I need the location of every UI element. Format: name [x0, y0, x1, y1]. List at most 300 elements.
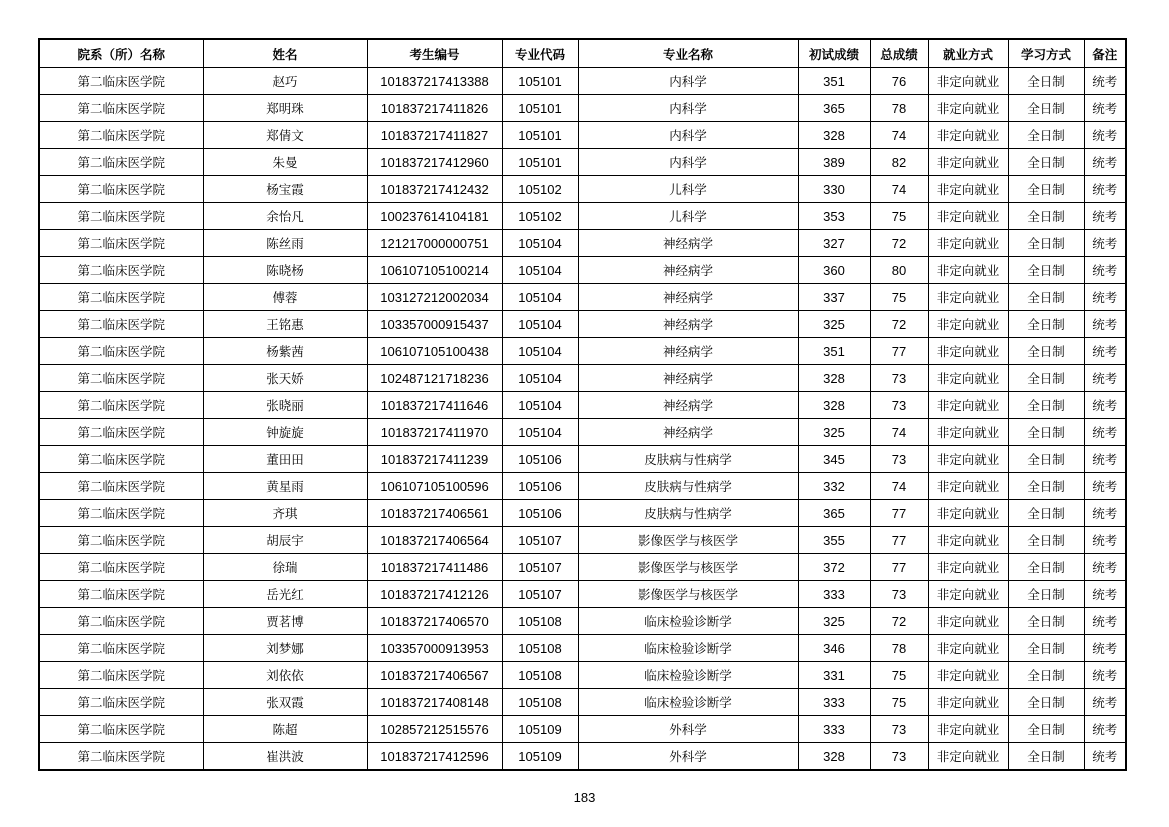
- cell-study-mode: 全日制: [1008, 230, 1084, 257]
- cell-employment-type: 非定向就业: [928, 527, 1008, 554]
- cell-study-mode: 全日制: [1008, 419, 1084, 446]
- table-row: [39, 716, 1126, 743]
- cell-major-code: 105102: [502, 203, 578, 230]
- table-body: [39, 68, 1126, 771]
- cell-major-name: 外科学: [578, 716, 798, 743]
- cell-candidate-id: 106107105100596: [367, 473, 502, 500]
- cell-department: 第二临床医学院: [39, 635, 203, 662]
- cell-study-mode: 全日制: [1008, 716, 1084, 743]
- cell-department: 第二临床医学院: [39, 230, 203, 257]
- cell-major-name: 影像医学与核医学: [578, 581, 798, 608]
- cell-total-score: 75: [870, 689, 928, 716]
- cell-study-mode: 全日制: [1008, 527, 1084, 554]
- cell-major-code: 105109: [502, 743, 578, 771]
- cell-major-name: 神经病学: [578, 419, 798, 446]
- cell-preliminary-score: 330: [798, 176, 870, 203]
- cell-major-code: 105101: [502, 95, 578, 122]
- cell-major-name: 临床检验诊断学: [578, 662, 798, 689]
- cell-department: 第二临床医学院: [39, 338, 203, 365]
- cell-department: 第二临床医学院: [39, 365, 203, 392]
- cell-study-mode: 全日制: [1008, 311, 1084, 338]
- column-header-candidate-id: 考生编号: [367, 39, 502, 68]
- table-row: [39, 230, 1126, 257]
- cell-department: 第二临床医学院: [39, 95, 203, 122]
- cell-total-score: 77: [870, 554, 928, 581]
- cell-candidate-id: 101837217411970: [367, 419, 502, 446]
- cell-preliminary-score: 365: [798, 500, 870, 527]
- cell-candidate-id: 101837217411646: [367, 392, 502, 419]
- cell-major-name: 影像医学与核医学: [578, 554, 798, 581]
- cell-study-mode: 全日制: [1008, 392, 1084, 419]
- cell-remark: 统考: [1084, 419, 1126, 446]
- cell-study-mode: 全日制: [1008, 662, 1084, 689]
- column-header-total-score: 总成绩: [870, 39, 928, 68]
- cell-employment-type: 非定向就业: [928, 473, 1008, 500]
- cell-major-name: 临床检验诊断学: [578, 689, 798, 716]
- cell-study-mode: 全日制: [1008, 338, 1084, 365]
- cell-preliminary-score: 333: [798, 716, 870, 743]
- cell-remark: 统考: [1084, 203, 1126, 230]
- cell-name: 郑倩文: [203, 122, 367, 149]
- cell-name: 张晓丽: [203, 392, 367, 419]
- cell-remark: 统考: [1084, 176, 1126, 203]
- cell-remark: 统考: [1084, 473, 1126, 500]
- cell-total-score: 77: [870, 338, 928, 365]
- cell-study-mode: 全日制: [1008, 122, 1084, 149]
- cell-employment-type: 非定向就业: [928, 338, 1008, 365]
- cell-total-score: 73: [870, 716, 928, 743]
- cell-employment-type: 非定向就业: [928, 176, 1008, 203]
- cell-candidate-id: 101837217408148: [367, 689, 502, 716]
- cell-study-mode: 全日制: [1008, 635, 1084, 662]
- cell-department: 第二临床医学院: [39, 257, 203, 284]
- cell-department: 第二临床医学院: [39, 122, 203, 149]
- cell-study-mode: 全日制: [1008, 257, 1084, 284]
- cell-employment-type: 非定向就业: [928, 284, 1008, 311]
- table-row: [39, 473, 1126, 500]
- cell-major-code: 105104: [502, 284, 578, 311]
- cell-department: 第二临床医学院: [39, 149, 203, 176]
- cell-candidate-id: 101837217412432: [367, 176, 502, 203]
- table-row: [39, 257, 1126, 284]
- cell-major-code: 105107: [502, 527, 578, 554]
- cell-total-score: 72: [870, 608, 928, 635]
- table-row: [39, 311, 1126, 338]
- cell-department: 第二临床医学院: [39, 554, 203, 581]
- column-header-major-code: 专业代码: [502, 39, 578, 68]
- cell-remark: 统考: [1084, 392, 1126, 419]
- cell-total-score: 73: [870, 365, 928, 392]
- cell-remark: 统考: [1084, 635, 1126, 662]
- column-header-preliminary-score: 初试成绩: [798, 39, 870, 68]
- cell-name: 杨宝霞: [203, 176, 367, 203]
- cell-candidate-id: 101837217413388: [367, 68, 502, 95]
- cell-employment-type: 非定向就业: [928, 419, 1008, 446]
- table-row: [39, 419, 1126, 446]
- cell-remark: 统考: [1084, 554, 1126, 581]
- cell-major-code: 105107: [502, 581, 578, 608]
- table-row: [39, 689, 1126, 716]
- cell-name: 齐琪: [203, 500, 367, 527]
- cell-remark: 统考: [1084, 68, 1126, 95]
- cell-department: 第二临床医学院: [39, 203, 203, 230]
- cell-preliminary-score: 325: [798, 311, 870, 338]
- table-row: [39, 527, 1126, 554]
- cell-major-name: 神经病学: [578, 284, 798, 311]
- cell-name: 赵巧: [203, 68, 367, 95]
- table-row: [39, 149, 1126, 176]
- cell-major-code: 105108: [502, 608, 578, 635]
- cell-study-mode: 全日制: [1008, 743, 1084, 771]
- cell-preliminary-score: 325: [798, 608, 870, 635]
- cell-employment-type: 非定向就业: [928, 608, 1008, 635]
- cell-candidate-id: 101837217406570: [367, 608, 502, 635]
- cell-employment-type: 非定向就业: [928, 230, 1008, 257]
- cell-preliminary-score: 333: [798, 689, 870, 716]
- cell-total-score: 73: [870, 446, 928, 473]
- cell-total-score: 72: [870, 230, 928, 257]
- cell-employment-type: 非定向就业: [928, 122, 1008, 149]
- cell-name: 刘依依: [203, 662, 367, 689]
- cell-candidate-id: 101837217406567: [367, 662, 502, 689]
- cell-major-name: 儿科学: [578, 176, 798, 203]
- cell-candidate-id: 101837217412126: [367, 581, 502, 608]
- cell-remark: 统考: [1084, 716, 1126, 743]
- cell-name: 张双霞: [203, 689, 367, 716]
- cell-employment-type: 非定向就业: [928, 689, 1008, 716]
- cell-total-score: 75: [870, 284, 928, 311]
- cell-remark: 统考: [1084, 149, 1126, 176]
- cell-major-code: 105104: [502, 392, 578, 419]
- cell-name: 徐瑞: [203, 554, 367, 581]
- cell-total-score: 73: [870, 392, 928, 419]
- cell-name: 黄星雨: [203, 473, 367, 500]
- cell-major-name: 神经病学: [578, 365, 798, 392]
- cell-department: 第二临床医学院: [39, 689, 203, 716]
- table-row: [39, 743, 1126, 771]
- table-row: [39, 122, 1126, 149]
- cell-name: 郑明珠: [203, 95, 367, 122]
- cell-remark: 统考: [1084, 527, 1126, 554]
- cell-employment-type: 非定向就业: [928, 446, 1008, 473]
- cell-department: 第二临床医学院: [39, 473, 203, 500]
- cell-candidate-id: 100237614104181: [367, 203, 502, 230]
- cell-study-mode: 全日制: [1008, 608, 1084, 635]
- cell-employment-type: 非定向就业: [928, 203, 1008, 230]
- cell-candidate-id: 106107105100214: [367, 257, 502, 284]
- cell-department: 第二临床医学院: [39, 500, 203, 527]
- cell-remark: 统考: [1084, 446, 1126, 473]
- cell-major-name: 内科学: [578, 149, 798, 176]
- cell-remark: 统考: [1084, 689, 1126, 716]
- cell-total-score: 77: [870, 527, 928, 554]
- table-row: [39, 176, 1126, 203]
- cell-department: 第二临床医学院: [39, 446, 203, 473]
- cell-preliminary-score: 345: [798, 446, 870, 473]
- cell-employment-type: 非定向就业: [928, 311, 1008, 338]
- cell-major-name: 内科学: [578, 122, 798, 149]
- cell-candidate-id: 101837217406561: [367, 500, 502, 527]
- cell-remark: 统考: [1084, 95, 1126, 122]
- cell-preliminary-score: 355: [798, 527, 870, 554]
- cell-study-mode: 全日制: [1008, 365, 1084, 392]
- cell-name: 陈晓杨: [203, 257, 367, 284]
- cell-study-mode: 全日制: [1008, 95, 1084, 122]
- cell-candidate-id: 101837217411486: [367, 554, 502, 581]
- table-row: [39, 581, 1126, 608]
- cell-employment-type: 非定向就业: [928, 365, 1008, 392]
- cell-study-mode: 全日制: [1008, 689, 1084, 716]
- table-header: [39, 39, 1126, 68]
- cell-department: 第二临床医学院: [39, 176, 203, 203]
- page-number: 183: [573, 790, 596, 805]
- cell-remark: 统考: [1084, 122, 1126, 149]
- cell-remark: 统考: [1084, 365, 1126, 392]
- cell-preliminary-score: 346: [798, 635, 870, 662]
- admission-table-container: [38, 38, 1125, 771]
- cell-total-score: 80: [870, 257, 928, 284]
- cell-department: 第二临床医学院: [39, 716, 203, 743]
- cell-department: 第二临床医学院: [39, 392, 203, 419]
- cell-name: 陈超: [203, 716, 367, 743]
- cell-preliminary-score: 333: [798, 581, 870, 608]
- table-row: [39, 365, 1126, 392]
- cell-department: 第二临床医学院: [39, 527, 203, 554]
- cell-candidate-id: 103357000915437: [367, 311, 502, 338]
- cell-employment-type: 非定向就业: [928, 500, 1008, 527]
- cell-preliminary-score: 353: [798, 203, 870, 230]
- cell-remark: 统考: [1084, 608, 1126, 635]
- cell-total-score: 78: [870, 95, 928, 122]
- cell-study-mode: 全日制: [1008, 473, 1084, 500]
- cell-preliminary-score: 328: [798, 392, 870, 419]
- table-row: [39, 95, 1126, 122]
- cell-remark: 统考: [1084, 230, 1126, 257]
- cell-candidate-id: 103357000913953: [367, 635, 502, 662]
- cell-name: 刘梦娜: [203, 635, 367, 662]
- cell-preliminary-score: 365: [798, 95, 870, 122]
- cell-employment-type: 非定向就业: [928, 581, 1008, 608]
- cell-department: 第二临床医学院: [39, 284, 203, 311]
- cell-remark: 统考: [1084, 311, 1126, 338]
- cell-department: 第二临床医学院: [39, 743, 203, 771]
- cell-preliminary-score: 351: [798, 68, 870, 95]
- cell-total-score: 77: [870, 500, 928, 527]
- cell-employment-type: 非定向就业: [928, 95, 1008, 122]
- cell-employment-type: 非定向就业: [928, 743, 1008, 771]
- cell-department: 第二临床医学院: [39, 311, 203, 338]
- cell-study-mode: 全日制: [1008, 581, 1084, 608]
- column-header-study-mode: 学习方式: [1008, 39, 1084, 68]
- cell-preliminary-score: 389: [798, 149, 870, 176]
- cell-total-score: 76: [870, 68, 928, 95]
- column-header-major-name: 专业名称: [578, 39, 798, 68]
- cell-name: 杨紫茜: [203, 338, 367, 365]
- cell-study-mode: 全日制: [1008, 203, 1084, 230]
- cell-preliminary-score: 328: [798, 122, 870, 149]
- cell-remark: 统考: [1084, 338, 1126, 365]
- table-row: [39, 608, 1126, 635]
- table-row: [39, 284, 1126, 311]
- cell-preliminary-score: 328: [798, 743, 870, 771]
- cell-candidate-id: 102487121718236: [367, 365, 502, 392]
- cell-name: 岳光红: [203, 581, 367, 608]
- cell-major-name: 临床检验诊断学: [578, 635, 798, 662]
- cell-remark: 统考: [1084, 500, 1126, 527]
- cell-candidate-id: 101837217412960: [367, 149, 502, 176]
- cell-candidate-id: 101837217412596: [367, 743, 502, 771]
- cell-major-code: 105104: [502, 257, 578, 284]
- cell-preliminary-score: 351: [798, 338, 870, 365]
- cell-major-code: 105108: [502, 662, 578, 689]
- cell-employment-type: 非定向就业: [928, 149, 1008, 176]
- cell-major-code: 105104: [502, 419, 578, 446]
- cell-major-code: 105106: [502, 500, 578, 527]
- table-row: [39, 338, 1126, 365]
- cell-major-code: 105108: [502, 635, 578, 662]
- cell-major-name: 神经病学: [578, 230, 798, 257]
- cell-major-name: 儿科学: [578, 203, 798, 230]
- cell-employment-type: 非定向就业: [928, 68, 1008, 95]
- cell-name: 董田田: [203, 446, 367, 473]
- cell-employment-type: 非定向就业: [928, 716, 1008, 743]
- table-row: [39, 500, 1126, 527]
- admission-table: [38, 38, 1127, 771]
- cell-preliminary-score: 337: [798, 284, 870, 311]
- cell-major-code: 105101: [502, 68, 578, 95]
- cell-total-score: 78: [870, 635, 928, 662]
- cell-study-mode: 全日制: [1008, 149, 1084, 176]
- cell-department: 第二临床医学院: [39, 419, 203, 446]
- cell-major-name: 内科学: [578, 95, 798, 122]
- cell-name: 王铭惠: [203, 311, 367, 338]
- cell-preliminary-score: 360: [798, 257, 870, 284]
- cell-major-code: 105106: [502, 446, 578, 473]
- cell-study-mode: 全日制: [1008, 446, 1084, 473]
- cell-total-score: 73: [870, 743, 928, 771]
- cell-preliminary-score: 372: [798, 554, 870, 581]
- cell-name: 张天娇: [203, 365, 367, 392]
- cell-department: 第二临床医学院: [39, 662, 203, 689]
- cell-total-score: 72: [870, 311, 928, 338]
- cell-employment-type: 非定向就业: [928, 554, 1008, 581]
- cell-preliminary-score: 325: [798, 419, 870, 446]
- cell-total-score: 74: [870, 473, 928, 500]
- cell-name: 崔洪波: [203, 743, 367, 771]
- column-header-remark: 备注: [1084, 39, 1126, 68]
- table-row: [39, 203, 1126, 230]
- cell-preliminary-score: 331: [798, 662, 870, 689]
- cell-major-name: 皮肤病与性病学: [578, 500, 798, 527]
- cell-name: 余怡凡: [203, 203, 367, 230]
- cell-remark: 统考: [1084, 743, 1126, 771]
- cell-major-code: 105104: [502, 230, 578, 257]
- cell-candidate-id: 101837217411239: [367, 446, 502, 473]
- cell-name: 傅蓉: [203, 284, 367, 311]
- cell-major-code: 105104: [502, 365, 578, 392]
- column-header-department: 院系（所）名称: [39, 39, 203, 68]
- table-row: [39, 554, 1126, 581]
- cell-major-name: 神经病学: [578, 338, 798, 365]
- cell-total-score: 75: [870, 203, 928, 230]
- table-row: [39, 446, 1126, 473]
- cell-department: 第二临床医学院: [39, 68, 203, 95]
- cell-name: 胡辰宇: [203, 527, 367, 554]
- cell-study-mode: 全日制: [1008, 284, 1084, 311]
- cell-preliminary-score: 327: [798, 230, 870, 257]
- cell-study-mode: 全日制: [1008, 500, 1084, 527]
- cell-name: 陈丝雨: [203, 230, 367, 257]
- table-row: [39, 635, 1126, 662]
- cell-major-code: 105104: [502, 338, 578, 365]
- cell-major-code: 105107: [502, 554, 578, 581]
- cell-major-name: 临床检验诊断学: [578, 608, 798, 635]
- cell-study-mode: 全日制: [1008, 554, 1084, 581]
- cell-name: 朱曼: [203, 149, 367, 176]
- cell-department: 第二临床医学院: [39, 608, 203, 635]
- cell-major-name: 影像医学与核医学: [578, 527, 798, 554]
- cell-major-name: 神经病学: [578, 311, 798, 338]
- cell-major-name: 皮肤病与性病学: [578, 446, 798, 473]
- cell-remark: 统考: [1084, 284, 1126, 311]
- cell-major-code: 105109: [502, 716, 578, 743]
- cell-department: 第二临床医学院: [39, 581, 203, 608]
- cell-candidate-id: 101837217411827: [367, 122, 502, 149]
- cell-candidate-id: 101837217411826: [367, 95, 502, 122]
- cell-total-score: 74: [870, 419, 928, 446]
- cell-total-score: 74: [870, 176, 928, 203]
- cell-employment-type: 非定向就业: [928, 635, 1008, 662]
- cell-major-name: 皮肤病与性病学: [578, 473, 798, 500]
- cell-employment-type: 非定向就业: [928, 257, 1008, 284]
- cell-remark: 统考: [1084, 581, 1126, 608]
- header-row: [39, 39, 1126, 68]
- cell-major-name: 神经病学: [578, 257, 798, 284]
- table-row: [39, 662, 1126, 689]
- cell-name: 钟旋旋: [203, 419, 367, 446]
- cell-total-score: 75: [870, 662, 928, 689]
- cell-study-mode: 全日制: [1008, 176, 1084, 203]
- cell-major-code: 105101: [502, 122, 578, 149]
- cell-major-name: 内科学: [578, 68, 798, 95]
- table-row: [39, 392, 1126, 419]
- cell-major-name: 神经病学: [578, 392, 798, 419]
- cell-candidate-id: 103127212002034: [367, 284, 502, 311]
- cell-study-mode: 全日制: [1008, 68, 1084, 95]
- cell-major-code: 105104: [502, 311, 578, 338]
- cell-major-code: 105106: [502, 473, 578, 500]
- cell-candidate-id: 102857212515576: [367, 716, 502, 743]
- column-header-name: 姓名: [203, 39, 367, 68]
- cell-remark: 统考: [1084, 257, 1126, 284]
- cell-employment-type: 非定向就业: [928, 392, 1008, 419]
- cell-candidate-id: 121217000000751: [367, 230, 502, 257]
- cell-major-code: 105102: [502, 176, 578, 203]
- cell-remark: 统考: [1084, 662, 1126, 689]
- cell-total-score: 82: [870, 149, 928, 176]
- cell-total-score: 73: [870, 581, 928, 608]
- column-header-employment-type: 就业方式: [928, 39, 1008, 68]
- cell-employment-type: 非定向就业: [928, 662, 1008, 689]
- cell-candidate-id: 106107105100438: [367, 338, 502, 365]
- cell-preliminary-score: 332: [798, 473, 870, 500]
- table-row: [39, 68, 1126, 95]
- cell-major-code: 105108: [502, 689, 578, 716]
- cell-major-code: 105101: [502, 149, 578, 176]
- cell-major-name: 外科学: [578, 743, 798, 771]
- cell-candidate-id: 101837217406564: [367, 527, 502, 554]
- cell-preliminary-score: 328: [798, 365, 870, 392]
